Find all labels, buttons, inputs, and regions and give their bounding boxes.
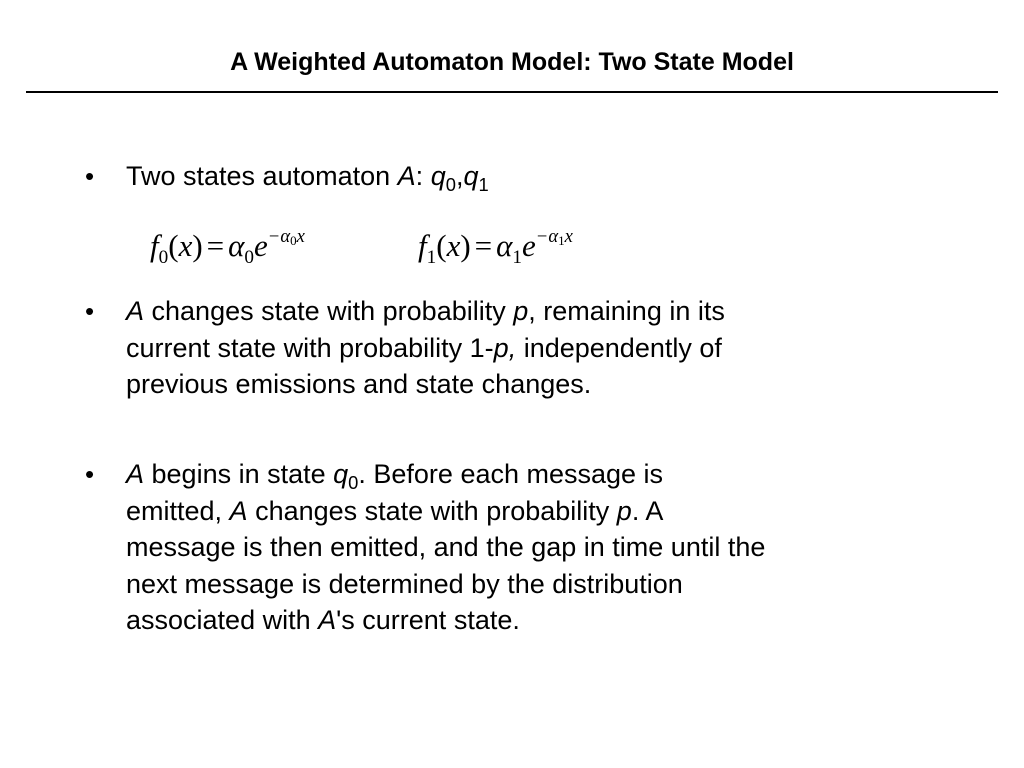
bullet-line	[126, 602, 956, 639]
bullet-line	[126, 566, 956, 603]
math-subscript: 0	[445, 173, 456, 195]
math-subscript: 1	[478, 173, 489, 195]
text-run: ,	[455, 161, 464, 191]
formula-equals-sign: =	[206, 228, 225, 263]
formula-coefficient-subscript: 1	[512, 247, 523, 269]
text-run: changes state with probability	[144, 296, 514, 326]
text-run: associated with	[126, 605, 319, 635]
formula-function-name: f	[418, 228, 427, 263]
math-variable: q	[333, 459, 349, 489]
formula-exponent	[268, 226, 305, 247]
math-variable: p,	[493, 332, 517, 363]
formula-argument: x	[178, 228, 193, 263]
bullet-marker: •	[85, 296, 95, 326]
formula-exponent-rate: α	[548, 225, 559, 247]
text-run: , remaining in its	[528, 296, 725, 326]
formula-exponent	[536, 226, 573, 247]
formula-exponential-base: e	[522, 228, 536, 263]
slide-title: A Weighted Automaton Model: Two State Model	[230, 48, 794, 76]
bullet-text	[126, 293, 956, 403]
text-run: changes state with probability	[247, 495, 617, 526]
formula-paren-open: (	[168, 228, 179, 263]
math-variable: A	[397, 161, 416, 191]
formula-exponent-rate-subscript: 1	[558, 232, 565, 248]
bullet-marker: •	[85, 459, 95, 489]
formula-coefficient: α	[496, 228, 513, 263]
text-run: emitted,	[126, 495, 230, 526]
math-variable: A	[126, 296, 145, 326]
formula-coefficient: α	[228, 228, 245, 263]
formula-paren-close: )	[192, 228, 203, 263]
formula-exponent-sign: −	[267, 225, 281, 247]
bullet-text	[126, 158, 956, 195]
formula-exponent-sign: −	[535, 225, 549, 247]
math-variable: q	[463, 161, 479, 191]
bullet-line	[126, 158, 956, 195]
formula-coefficient-subscript: 0	[244, 247, 255, 269]
formula-exponent-rate-subscript: 0	[290, 232, 297, 248]
formula-f0	[150, 225, 305, 269]
text-run: previous emissions and state changes.	[126, 369, 592, 399]
math-subscript: 0	[348, 471, 359, 493]
formula-function-subscript: 1	[426, 247, 437, 269]
formula-paren-open: (	[436, 228, 447, 263]
bullet-line	[126, 330, 956, 367]
formula-equals-sign: =	[474, 228, 493, 263]
title-underline-divider	[26, 91, 998, 93]
bullet-line	[126, 493, 956, 530]
bullet-line	[126, 366, 956, 403]
bullet-line	[126, 529, 956, 566]
text-run: :	[415, 161, 431, 191]
formula-paren-close: )	[460, 228, 471, 263]
text-run: . A	[631, 495, 664, 526]
formula-exponent-variable: x	[564, 225, 573, 247]
formula-argument: x	[446, 228, 461, 263]
text-run: Two states automaton	[126, 161, 398, 191]
math-variable: A	[229, 495, 248, 526]
formula-exponential-base: e	[254, 228, 268, 263]
text-run: independently of	[516, 332, 722, 363]
formula-exponent-rate: α	[280, 225, 291, 247]
text-run: begins in state	[144, 459, 334, 489]
math-variable: p	[513, 296, 529, 326]
math-variable: A	[318, 605, 337, 635]
bullet-line	[126, 456, 956, 493]
text-run: . Before each message is	[358, 459, 664, 489]
math-variable: A	[126, 459, 145, 489]
bullet-marker: •	[85, 161, 95, 191]
formula-exponent-variable: x	[296, 225, 305, 247]
bullet-line	[126, 293, 956, 330]
text-run: next message is determined by the distribution	[126, 568, 683, 599]
formula-f1	[418, 225, 573, 269]
math-variable: q	[430, 161, 446, 191]
formula-row	[0, 216, 1024, 276]
math-variable: p	[616, 495, 632, 526]
formula-function-subscript: 0	[158, 247, 169, 269]
text-run: 's current state.	[336, 605, 520, 635]
formula-function-name: f	[150, 228, 159, 263]
bullet-text	[126, 456, 956, 639]
text-run: current state with probability 1-	[126, 332, 494, 363]
text-run: message is then emitted, and the gap in time until the	[126, 532, 766, 562]
